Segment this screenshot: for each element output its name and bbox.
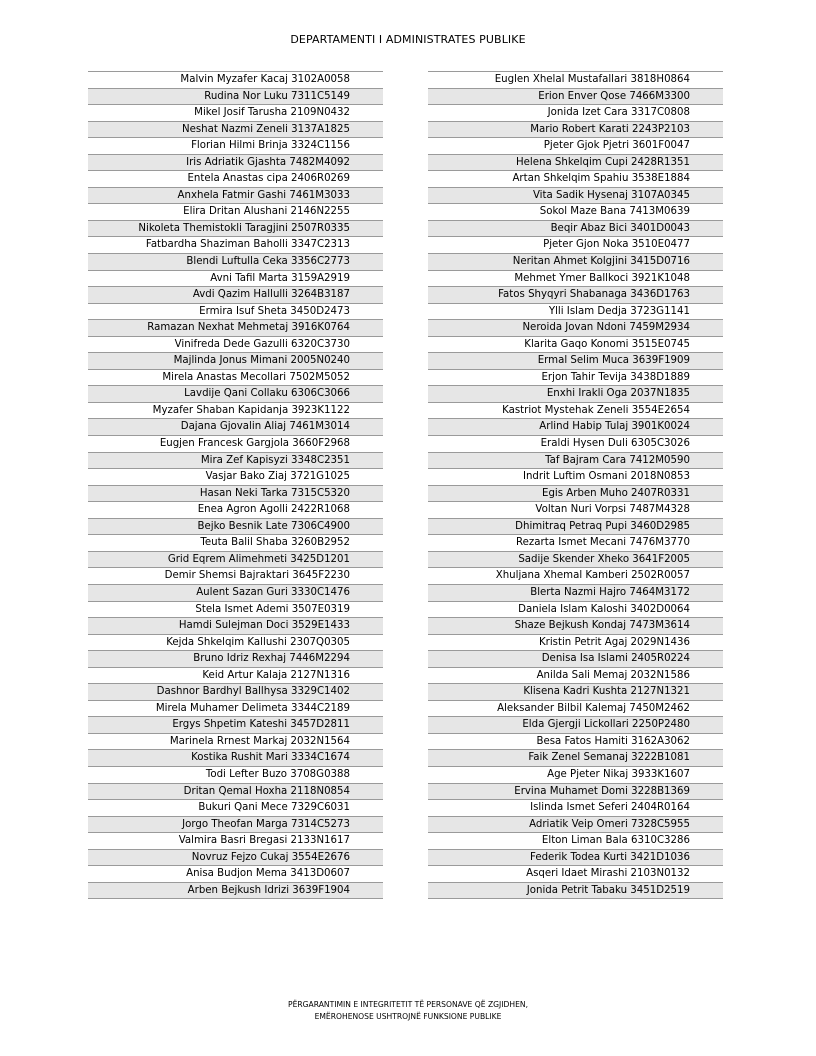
list-item: Jonida Izet Cara 3317C0808 [428,105,723,122]
list-item: Sadije Skender Xheko 3641F2005 [428,552,723,569]
list-item: Anisa Budjon Mema 3413D0607 [88,866,383,883]
list-item: Bejko Besnik Late 7306C4900 [88,519,383,536]
list-item: Anilda Sali Memaj 2032N1586 [428,668,723,685]
list-item: Neshat Nazmi Zeneli 3137A1825 [88,122,383,139]
list-item: Elira Dritan Alushani 2146N2255 [88,204,383,221]
list-item: Elda Gjergji Lickollari 2250P2480 [428,717,723,734]
list-item: Mirela Anastas Mecollari 7502M5052 [88,370,383,387]
list-item: Kejda Shkelqim Kallushi 2307Q0305 [88,635,383,652]
list-item: Ermal Selim Muca 3639F1909 [428,353,723,370]
list-item: Novruz Fejzo Cukaj 3554E2676 [88,850,383,867]
list-item: Pjeter Gjon Noka 3510E0477 [428,237,723,254]
list-item: Xhuljana Xhemal Kamberi 2502R0057 [428,568,723,585]
list-item: Aulent Sazan Guri 3330C1476 [88,585,383,602]
list-item: Daniela Islam Kaloshi 3402D0064 [428,602,723,619]
list-item: Mehmet Ymer Ballkoci 3921K1048 [428,271,723,288]
list-item: Jorgo Theofan Marga 7314C5273 [88,817,383,834]
list-item: Fatbardha Shaziman Baholli 3347C2313 [88,237,383,254]
list-item: Artan Shkelqim Spahiu 3538E1884 [428,171,723,188]
list-item: Kostika Rushit Mari 3334C1674 [88,750,383,767]
list-item: Dajana Gjovalin Aliaj 7461M3014 [88,419,383,436]
list-item: Adriatik Veip Omeri 7328C5955 [428,817,723,834]
list-item: Marinela Rrnest Markaj 2032N1564 [88,734,383,751]
list-item: Dhimitraq Petraq Pupi 3460D2985 [428,519,723,536]
list-item: Keid Artur Kalaja 2127N1316 [88,668,383,685]
list-item: Sokol Maze Bana 7413M0639 [428,204,723,221]
list-item: Demir Shemsi Bajraktari 3645F2230 [88,568,383,585]
left-name-list [88,71,383,899]
list-item: Aleksander Bilbil Kalemaj 7450M2462 [428,701,723,718]
list-item: Enea Agron Agolli 2422R1068 [88,502,383,519]
list-item: Kristin Petrit Agaj 2029N1436 [428,635,723,652]
list-item: Eugjen Francesk Gargjola 3660F2968 [88,436,383,453]
footer [0,999,816,1023]
footer-line-2: EMËROHENOSE USHTROJNË FUNKSIONE PUBLIKE [314,1012,502,1021]
list-item: Ermira Isuf Sheta 3450D2473 [88,304,383,321]
footer-line-1: PËRGARANTIMIN E INTEGRITETIT TË PERSONAVE QË ZGJIDHEN, [288,1000,528,1009]
list-item: Neritan Ahmet Kolgjini 3415D0716 [428,254,723,271]
list-item: Faik Zenel Semanaj 3222B1081 [428,750,723,767]
list-item: Avni Tafil Marta 3159A2919 [88,271,383,288]
list-item: Jonida Petrit Tabaku 3451D2519 [428,883,723,900]
list-item: Shaze Bejkush Kondaj 7473M3614 [428,618,723,635]
list-item: Todi Lefter Buzo 3708G0388 [88,767,383,784]
list-item: Denisa Isa Islami 2405R0224 [428,651,723,668]
page-title: DEPARTAMENTI I ADMINISTRATES PUBLIKE [290,33,526,46]
list-item: Islinda Ismet Seferi 2404R0164 [428,800,723,817]
list-item: Dritan Qemal Hoxha 2118N0854 [88,784,383,801]
list-item: Entela Anastas cipa 2406R0269 [88,171,383,188]
list-item: Hasan Neki Tarka 7315C5320 [88,486,383,503]
list-item: Grid Eqrem Alimehmeti 3425D1201 [88,552,383,569]
list-item: Mirela Muhamer Delimeta 3344C2189 [88,701,383,718]
list-item: Vita Sadik Hysenaj 3107A0345 [428,188,723,205]
list-item: Neroida Jovan Ndoni 7459M2934 [428,320,723,337]
list-item: Euglen Xhelal Mustafallari 3818H0864 [428,72,723,89]
list-item: Bukuri Qani Mece 7329C6031 [88,800,383,817]
list-item: Anxhela Fatmir Gashi 7461M3033 [88,188,383,205]
list-item: Hamdi Sulejman Doci 3529E1433 [88,618,383,635]
list-item: Elton Liman Bala 6310C3286 [428,833,723,850]
list-item: Voltan Nuri Vorpsi 7487M4328 [428,502,723,519]
list-item: Enxhi Irakli Oga 2037N1835 [428,386,723,403]
list-item: Arlind Habip Tulaj 3901K0024 [428,419,723,436]
list-item: Mira Zef Kapisyzi 3348C2351 [88,453,383,470]
list-item: Besa Fatos Hamiti 3162A3062 [428,734,723,751]
list-item: Malvin Myzafer Kacaj 3102A0058 [88,72,383,89]
list-item: Vasjar Bako Ziaj 3721G1025 [88,469,383,486]
list-item: Erjon Tahir Tevija 3438D1889 [428,370,723,387]
list-item: Mikel Josif Tarusha 2109N0432 [88,105,383,122]
list-item: Taf Bajram Cara 7412M0590 [428,453,723,470]
list-item: Ervina Muhamet Domi 3228B1369 [428,784,723,801]
list-item: Kastriot Mystehak Zeneli 3554E2654 [428,403,723,420]
list-item: Florian Hilmi Brinja 3324C1156 [88,138,383,155]
list-item: Iris Adriatik Gjashta 7482M4092 [88,155,383,172]
list-item: Rezarta Ismet Mecani 7476M3770 [428,535,723,552]
list-item: Stela Ismet Ademi 3507E0319 [88,602,383,619]
list-item: Erion Enver Qose 7466M3300 [428,89,723,106]
list-item: Asqeri Idaet Mirashi 2103N0132 [428,866,723,883]
list-item: Teuta Balil Shaba 3260B2952 [88,535,383,552]
list-item: Lavdije Qani Collaku 6306C3066 [88,386,383,403]
list-item: Fatos Shyqyri Shabanaga 3436D1763 [428,287,723,304]
list-item: Age Pjeter Nikaj 3933K1607 [428,767,723,784]
list-item: Nikoleta Themistokli Taragjini 2507R0335 [88,221,383,238]
list-item: Blendi Luftulla Ceka 3356C2773 [88,254,383,271]
list-item: Mario Robert Karati 2243P2103 [428,122,723,139]
list-item: Indrit Luftim Osmani 2018N0853 [428,469,723,486]
list-item: Egis Arben Muho 2407R0331 [428,486,723,503]
list-item: Ylli Islam Dedja 3723G1141 [428,304,723,321]
list-item: Vinifreda Dede Gazulli 6320C3730 [88,337,383,354]
list-item: Myzafer Shaban Kapidanja 3923K1122 [88,403,383,420]
list-item: Federik Todea Kurti 3421D1036 [428,850,723,867]
list-item: Klarita Gaqo Konomi 3515E0745 [428,337,723,354]
right-name-list [428,71,723,899]
list-item: Bruno Idriz Rexhaj 7446M2294 [88,651,383,668]
list-item: Klisena Kadri Kushta 2127N1321 [428,684,723,701]
list-item: Eraldi Hysen Duli 6305C3026 [428,436,723,453]
list-item: Majlinda Jonus Mimani 2005N0240 [88,353,383,370]
list-item: Pjeter Gjok Pjetri 3601F0047 [428,138,723,155]
list-item: Arben Bejkush Idrizi 3639F1904 [88,883,383,900]
list-item: Ramazan Nexhat Mehmetaj 3916K0764 [88,320,383,337]
list-item: Helena Shkelqim Cupi 2428R1351 [428,155,723,172]
list-item: Dashnor Bardhyl Ballhysa 3329C1402 [88,684,383,701]
list-item: Rudina Nor Luku 7311C5149 [88,89,383,106]
list-item: Valmira Basri Bregasi 2133N1617 [88,833,383,850]
list-item: Blerta Nazmi Hajro 7464M3172 [428,585,723,602]
list-item: Ergys Shpetim Kateshi 3457D2811 [88,717,383,734]
list-item: Avdi Qazim Hallulli 3264B3187 [88,287,383,304]
list-item: Beqir Abaz Bici 3401D0043 [428,221,723,238]
